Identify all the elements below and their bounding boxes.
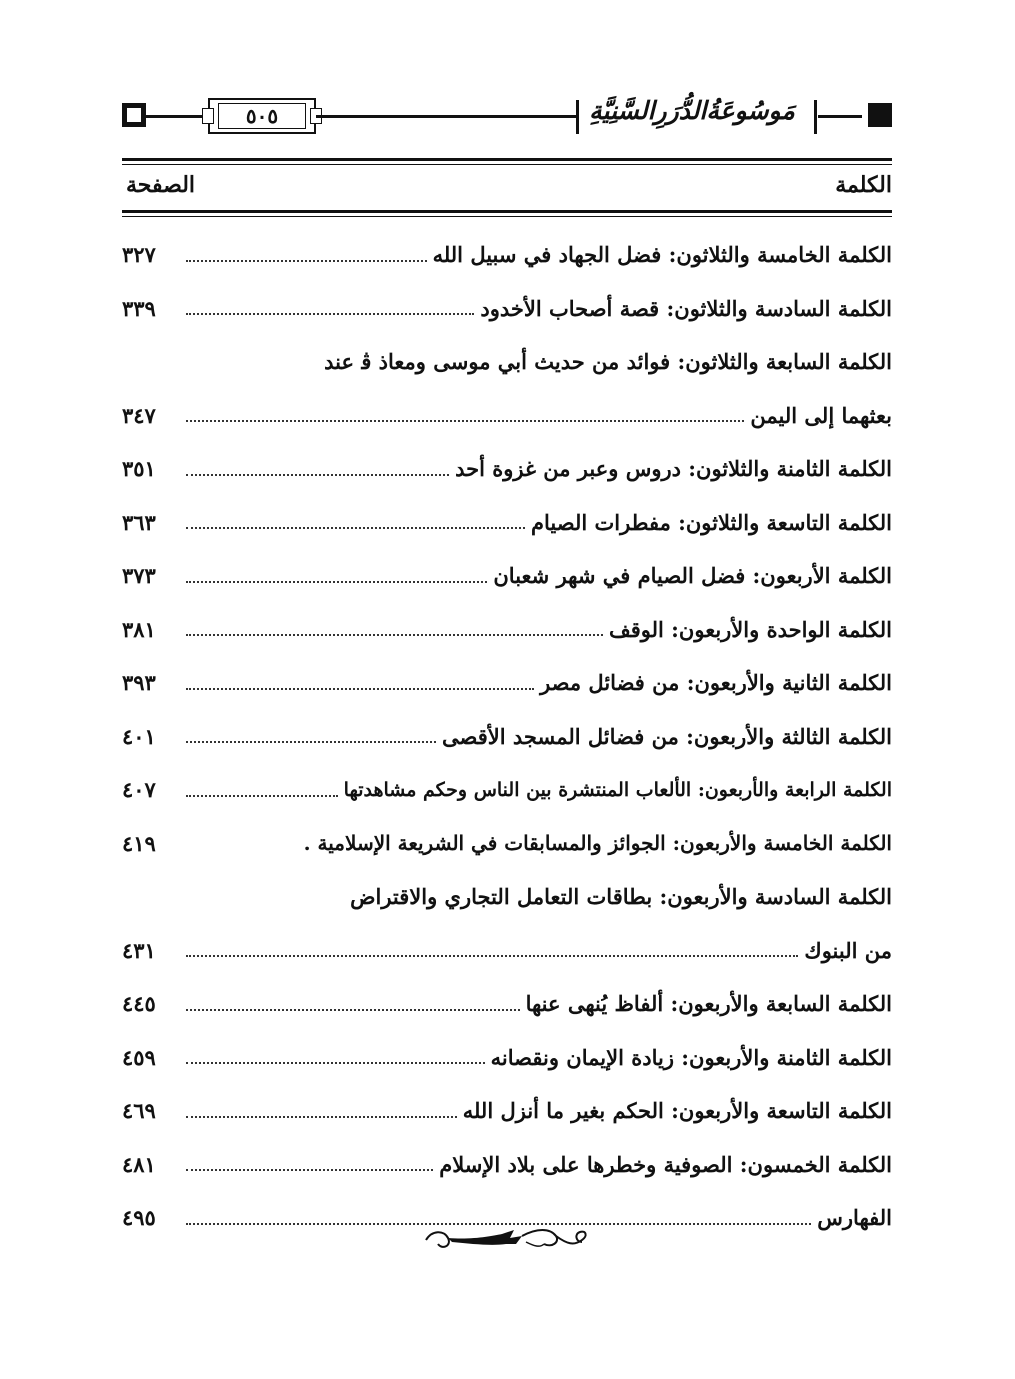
toc-entry-page: ٤٠١ <box>122 723 156 749</box>
toc-entry <box>122 763 892 817</box>
dot-leader <box>186 1116 457 1118</box>
column-rule-thin <box>122 216 892 217</box>
toc-entry-page: ٤٨١ <box>122 1151 156 1177</box>
toc-entry-title: الكلمة الرابعة والأربعون: الألعاب المنتشرة بين الناس وحكم مشاهدتها <box>343 778 892 801</box>
toc-entry-title: الكلمة الخامسة والأربعون: الجوائز والمسابقات في الشريعة الإسلامية . <box>303 831 892 856</box>
header-line-left <box>146 115 208 118</box>
dot-leader <box>186 955 798 957</box>
toc-entry-title: الكلمة الثالثة والأربعون: من فضائل المسجد الأقصى <box>442 723 892 749</box>
floral-divider-icon <box>422 1224 592 1254</box>
toc-entry <box>122 977 892 1031</box>
dot-leader <box>186 741 436 743</box>
toc-entry-page: ٣٨١ <box>122 616 156 642</box>
header-rule-thick <box>122 158 892 161</box>
header-right-square <box>868 103 892 127</box>
header-line-right <box>818 115 862 118</box>
toc-entry-page: ٤٩٥ <box>122 1205 156 1231</box>
dot-leader <box>186 313 474 315</box>
toc-entry-page: ٤٤٥ <box>122 991 156 1017</box>
dot-leader <box>186 581 487 583</box>
dot-leader <box>186 634 603 636</box>
toc-entry-page: ٤٠٧ <box>122 777 156 803</box>
dot-leader <box>186 1169 433 1171</box>
toc-entry <box>122 870 892 924</box>
column-heading-word: الكلمة <box>835 172 892 198</box>
header-rule-thin <box>122 164 892 165</box>
toc-entry-title: الكلمة الواحدة والأربعون: الوقف <box>609 616 892 642</box>
dot-leader <box>186 688 534 690</box>
toc-entry-title: الكلمة الثانية والأربعون: من فضائل مصر <box>540 670 892 696</box>
toc-entry-title: الكلمة الخامسة والثلاثون: فضل الجهاد في سبيل الله <box>432 242 892 268</box>
dot-leader <box>186 420 744 422</box>
toc-entry-title: الفهارس <box>817 1205 892 1231</box>
toc-entry <box>122 282 892 336</box>
page-number: ٥٠٥ <box>218 103 306 129</box>
toc-entry <box>122 710 892 764</box>
toc-entry-title: الكلمة الثامنة والأربعون: زيادة الإيمان ونقصانه <box>490 1044 892 1070</box>
toc-entry-page: ٣٣٩ <box>122 295 156 321</box>
toc-entry <box>122 603 892 657</box>
toc-entry-page: ٣٩٣ <box>122 670 156 696</box>
toc-entry-page: ٤٦٩ <box>122 1098 156 1124</box>
toc-entry-title: الكلمة السادسة والثلاثون: قصة أصحاب الأخدود <box>480 295 892 321</box>
dot-leader <box>186 1009 520 1011</box>
toc-entry-title: الكلمة التاسعة والثلاثون: مفطرات الصيام <box>531 509 892 535</box>
toc-entry <box>122 656 892 710</box>
toc-entry-page: ٣٥١ <box>122 456 156 482</box>
toc-entry-page: ٤٣١ <box>122 937 156 963</box>
toc-entry-title: بعثهما إلى اليمن <box>750 402 892 428</box>
toc-entry-page: ٤١٩ <box>122 830 156 856</box>
toc-entry <box>122 1138 892 1192</box>
header-line-mid <box>316 115 576 118</box>
toc-entry-page: ٣٦٣ <box>122 509 156 535</box>
dot-leader <box>186 260 427 262</box>
toc-entry-page: ٣٤٧ <box>122 402 156 428</box>
dot-leader <box>186 527 525 529</box>
toc-entry <box>122 496 892 550</box>
toc-entry-title: الكلمة السادسة والأربعون: بطاقات التعامل التجاري والاقتراض <box>350 884 892 910</box>
toc-list <box>122 228 892 1245</box>
toc-entry-title: من البنوك <box>804 937 892 963</box>
toc-entry-title: الكلمة السابعة والأربعون: ألفاظ يُنهى عنها <box>525 991 892 1017</box>
toc-entry <box>122 442 892 496</box>
book-title: مَوسُوعَةُالدُّرَرِالسَّنِيَّةِ <box>589 96 795 125</box>
column-rule-thick <box>122 210 892 213</box>
toc-entry-title: الكلمة السابعة والثلاثون: فوائد من حديث أبي موسى ومعاذ ﭬ عند <box>324 349 892 375</box>
column-heading-page: الصفحة <box>126 172 196 198</box>
toc-entry-title: الكلمة الخمسون: الصوفية وخطرها على بلاد الإسلام <box>439 1151 892 1177</box>
toc-entry <box>122 335 892 389</box>
toc-entry-title: الكلمة الثامنة والثلاثون: دروس وعبر من غزوة أحد <box>455 456 892 482</box>
toc-entry <box>122 1084 892 1138</box>
toc-entry <box>122 924 892 978</box>
toc-entry-title: الكلمة التاسعة والأربعون: الحكم بغير ما أنزل الله <box>462 1098 892 1124</box>
toc-entry <box>122 1031 892 1085</box>
toc-entry-page: ٣٧٣ <box>122 563 156 589</box>
toc-entry <box>122 389 892 443</box>
dot-leader <box>186 474 449 476</box>
header-left-square <box>122 103 146 127</box>
toc-entry <box>122 228 892 282</box>
page-header <box>122 92 892 142</box>
toc-entry <box>122 549 892 603</box>
toc-entry-page: ٣٢٧ <box>122 242 156 268</box>
page-number-box <box>208 98 316 134</box>
dot-leader <box>186 1062 485 1064</box>
toc-entry-title: الكلمة الأربعون: فضل الصيام في شهر شعبان <box>493 563 892 589</box>
toc-entry <box>122 817 892 871</box>
toc-entry-page: ٤٥٩ <box>122 1044 156 1070</box>
dot-leader <box>186 795 338 797</box>
